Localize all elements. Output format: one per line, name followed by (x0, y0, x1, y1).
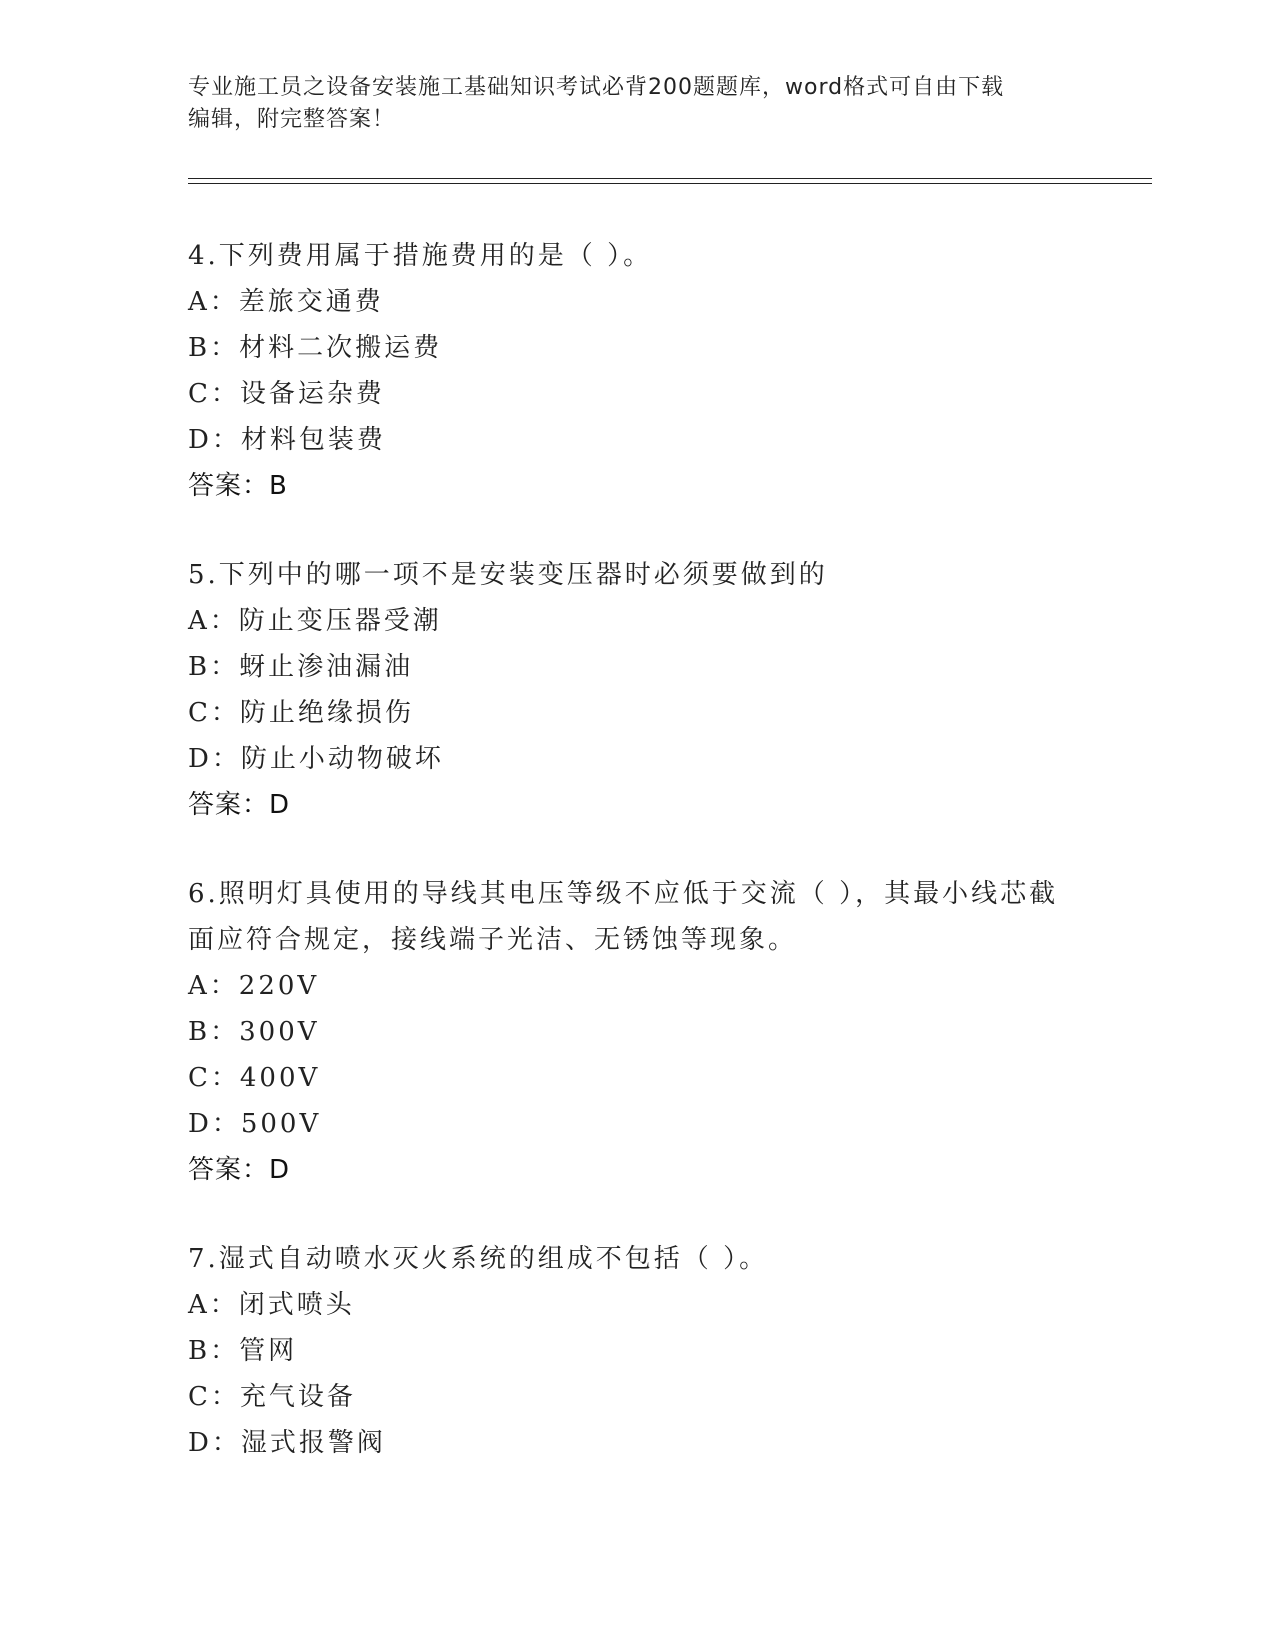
header-line-1: 专业施工员之设备安装施工基础知识考试必背200题题库，word格式可自由下载 (188, 75, 1005, 100)
option-c: C：设备运杂费 (188, 379, 385, 409)
option-b: B：管网 (188, 1336, 298, 1366)
option-d: D：防止小动物破坏 (188, 744, 444, 774)
question-6 (188, 871, 1088, 1193)
option-a: A：差旅交通费 (188, 287, 384, 317)
answer-line: 答案：D (188, 1155, 291, 1185)
option-b: B：蚜止渗油漏油 (188, 652, 414, 682)
answer-line: 答案：D (188, 790, 291, 820)
option-d: D：湿式报警阀 (188, 1428, 386, 1458)
question-7 (188, 1236, 1088, 1466)
question-stem-line-1: 6.照明灯具使用的导线其电压等级不应低于交流（ ），其最小线芯截 (188, 879, 1059, 909)
header-rule-bottom (188, 183, 1152, 184)
option-b: B：材料二次搬运费 (188, 333, 443, 363)
option-a: A：220V (188, 971, 320, 1001)
question-5 (188, 552, 1088, 828)
header-line-2: 编辑，附完整答案！ (188, 107, 396, 132)
option-d: D：500V (188, 1109, 322, 1139)
question-4 (188, 233, 1088, 509)
header-rule-top (188, 178, 1152, 179)
option-a: A：闭式喷头 (188, 1290, 355, 1320)
option-d: D：材料包装费 (188, 425, 386, 455)
answer-line: 答案：B (188, 471, 288, 501)
question-stem: 7.湿式自动喷水灭火系统的组成不包括（ ）。 (188, 1244, 769, 1274)
question-stem-line-2: 面应符合规定，接线端子光洁、无锈蚀等现象。 (188, 925, 798, 955)
question-stem: 5.下列中的哪一项不是安装变压器时必须要做到的 (188, 560, 828, 590)
document-header (188, 72, 1088, 136)
option-c: C：防止绝缘损伤 (188, 698, 414, 728)
option-a: A：防止变压器受潮 (188, 606, 442, 636)
question-stem: 4.下列费用属于措施费用的是（ ）。 (188, 241, 653, 271)
option-c: C：400V (188, 1063, 321, 1093)
option-c: C：充气设备 (188, 1382, 356, 1412)
option-b: B：300V (188, 1017, 320, 1047)
